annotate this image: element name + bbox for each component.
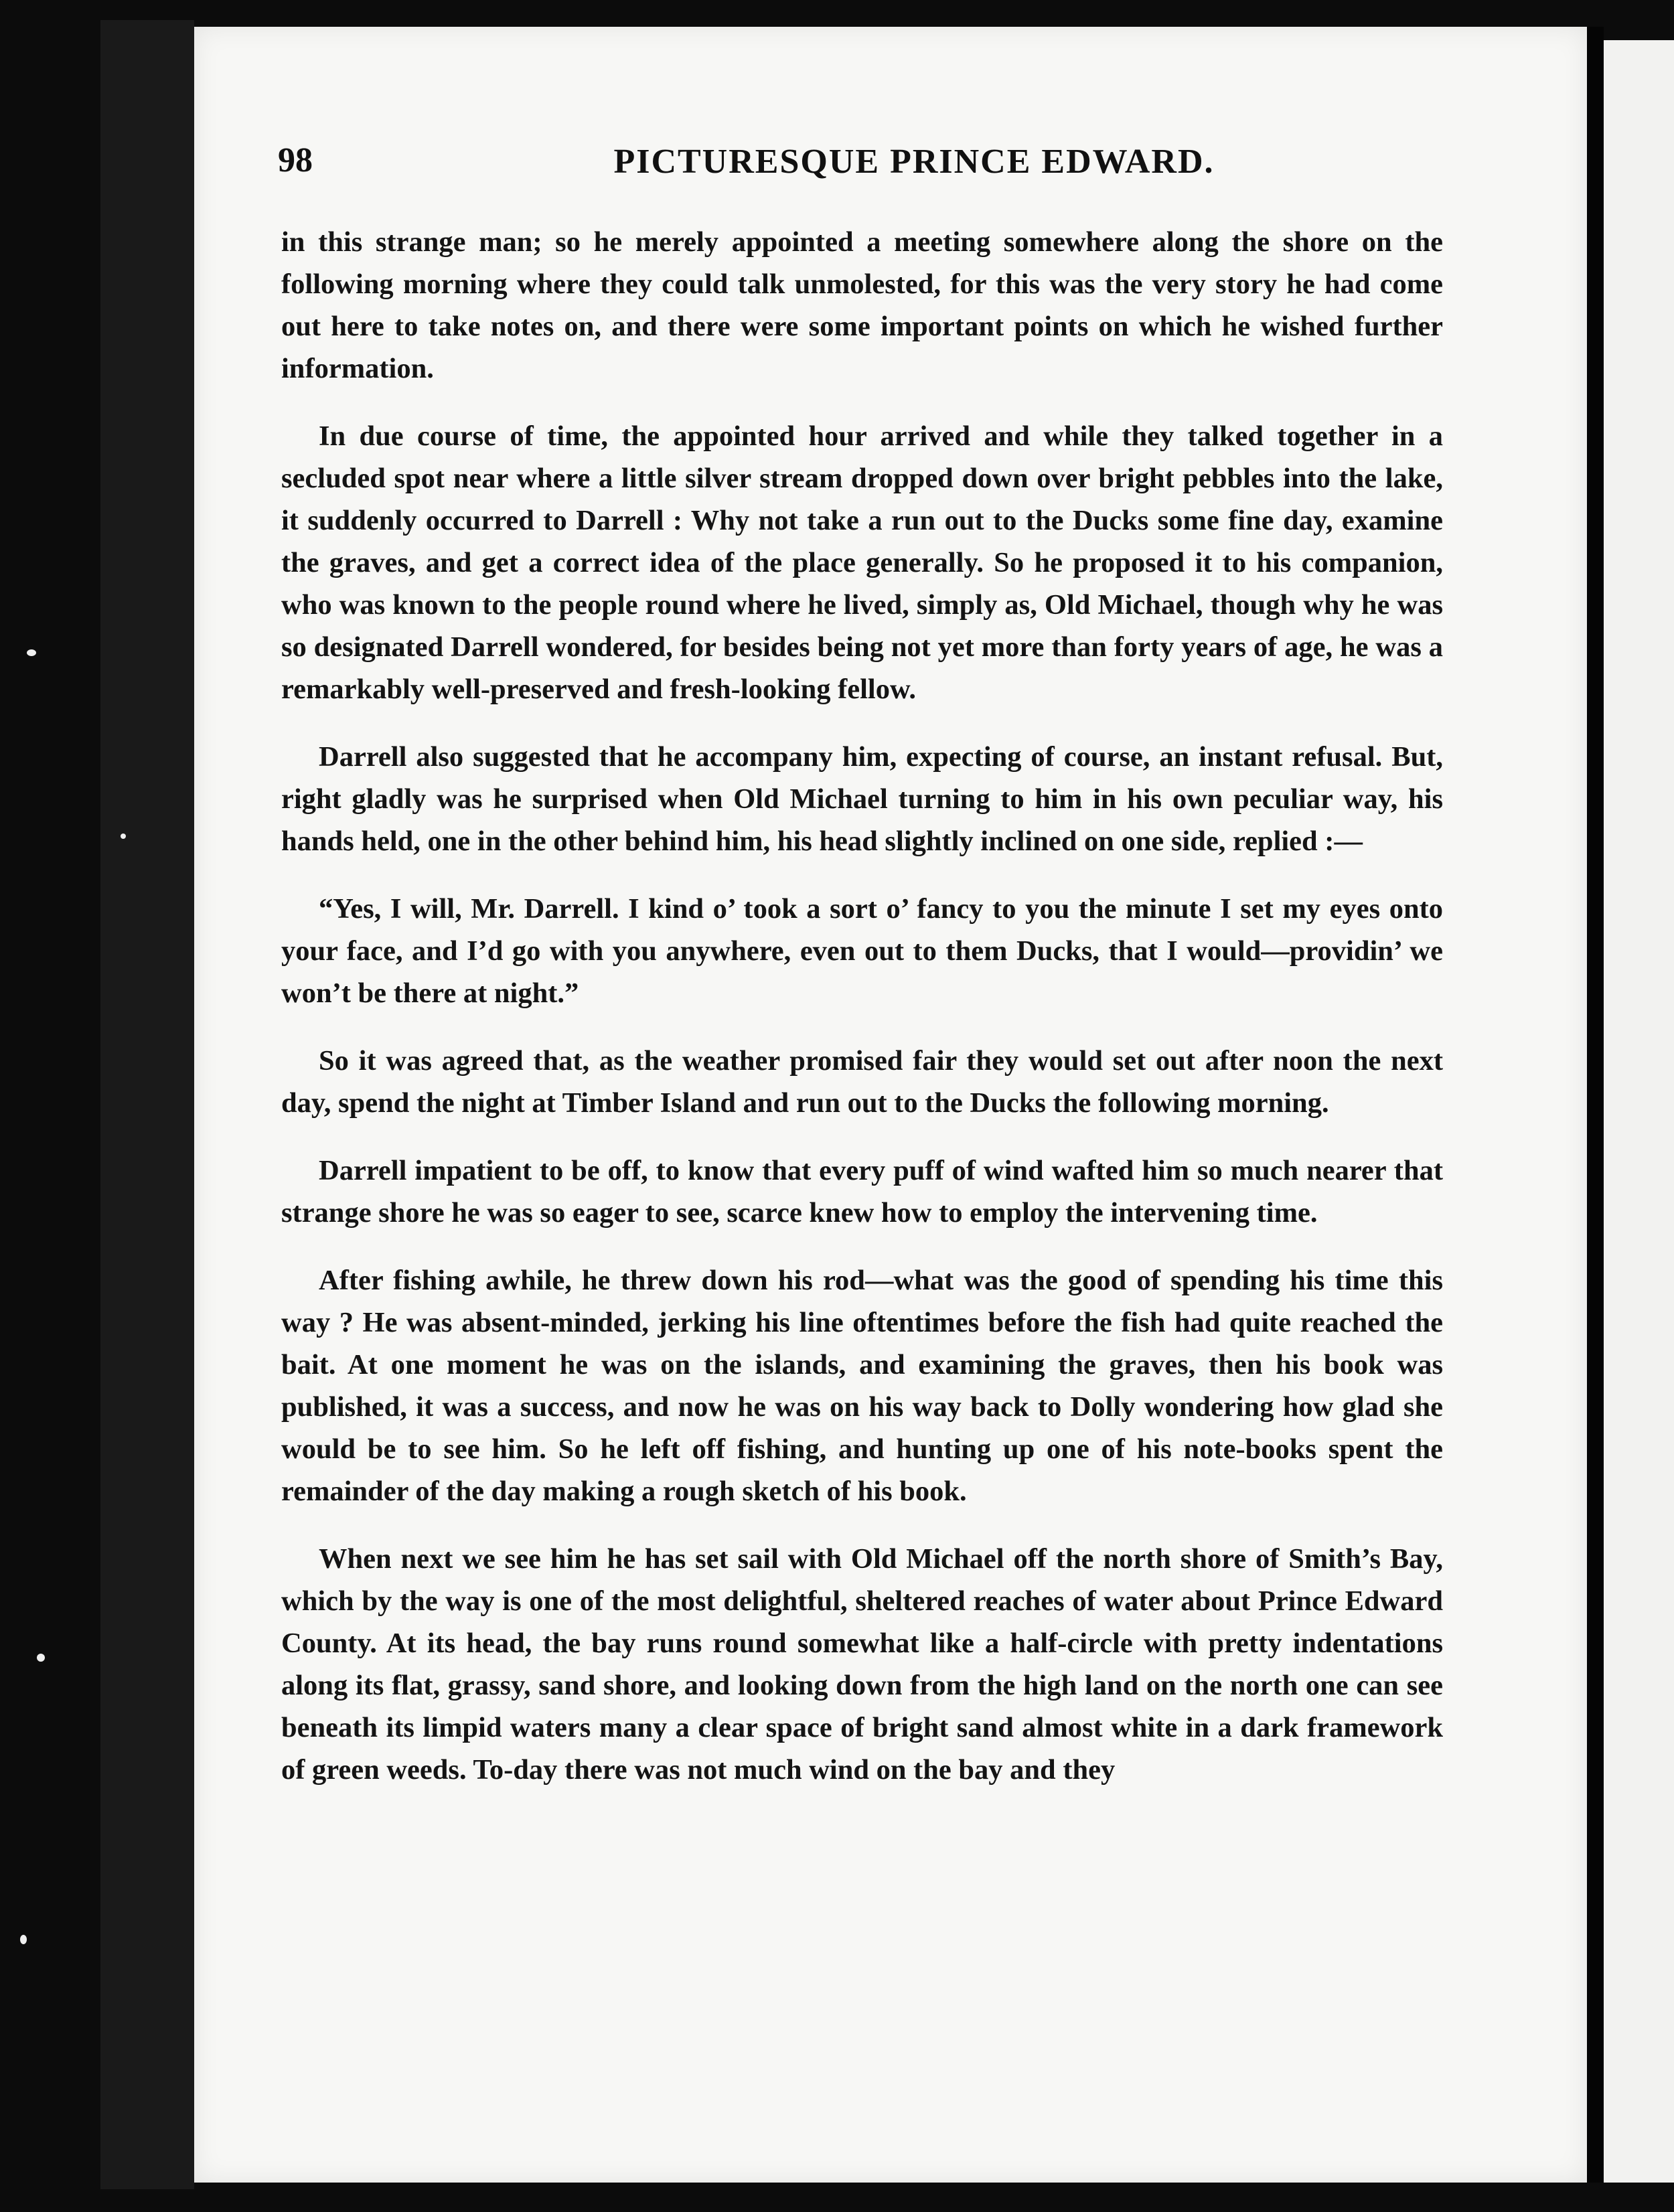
body-text (281, 221, 1443, 1816)
page-gutter (1587, 27, 1604, 2183)
facing-page-edge (1604, 40, 1674, 2183)
paragraph: “Yes, I will, Mr. Darrell. I kind o’ took a sort o’ fancy to you the minute I set my eyes onto your face, and I’d go with you anywhere, even out to them Ducks, that I would—providin’ we won’t be there at night.” (281, 893, 1443, 1009)
binding-edge (100, 20, 194, 2189)
paragraph: Darrell impatient to be off, to know that every puff of wind wafted him so much nearer that strange shore he was so eager to see, scarce knew how to employ the intervening time. (281, 1155, 1443, 1229)
running-title: PICTURESQUE PRINCE EDWARD. (613, 143, 1215, 181)
scan-speck (121, 834, 126, 839)
paragraph: So it was agreed that, as the weather promised fair they would set out after noon the next day, spend the night at Timber Island and run out to the Ducks the following morning. (281, 1045, 1443, 1119)
paragraph: In due course of time, the appointed hour arrived and while they talked together in a secluded spot near where a little silver stream dropped down over bright pebbles into the lake, it suddenly occurred to Darrell : Why not take a run out to the Ducks some fine day, examine the graves, and get a correct idea of the place generally. So he proposed it to his companion, who was known to the people round where he lived, simply as, Old Michael, though why he was so designated Darrell wondered, for besides being not yet more than forty years of age, he was a remarkably well-preserved and fresh-looking fellow. (281, 420, 1443, 705)
page-number: 98 (278, 141, 313, 179)
paragraph: When next we see him he has set sail with Old Michael off the north shore of Smith’s Bay, which by the way is one of the most delightful, sheltered reaches of water about Prince Edward County. At its head, the bay runs round somewhat like a half-circle with pretty indentations along its flat, grassy, sand shore, and looking down from the high land on the north one can see beneath its limpid waters many a clear space of bright sand almost white in a dark framework of green weeds. To-day there was not much wind on the bay and they (281, 1543, 1443, 1786)
paragraph: in this strange man; so he merely appointed a meeting somewhere along the shore on the following morning where they could talk unmolested, for this was the very story he had come out here to take notes on, and there were some important points on which he wished further information. (281, 226, 1443, 384)
scan-speck (27, 649, 36, 656)
scan-speck (37, 1654, 45, 1662)
page-header (278, 121, 1550, 194)
paragraph: After fishing awhile, he threw down his rod—what was the good of spending his time this way ? He was absent-minded, jerking his line oftentimes before the fish had quite reached the bait. At one moment he was on the islands, and examining the graves, then his book was published, it was a success, and now he was on his way back to Dolly wondering how glad she would be to see him. So he left off fishing, and hunting up one of his note-books spent the remainder of the day making a rough sketch of his book. (281, 1265, 1443, 1507)
scan-speck (20, 1935, 27, 1944)
book-page (194, 27, 1587, 2183)
paragraph: Darrell also suggested that he accompany him, expecting of course, an instant refusal. But, right gladly was he surprised when Old Michael turning to him in his own peculiar way, his hands held, one in the other behind him, his head slightly inclined on one side, replied :— (281, 741, 1443, 857)
